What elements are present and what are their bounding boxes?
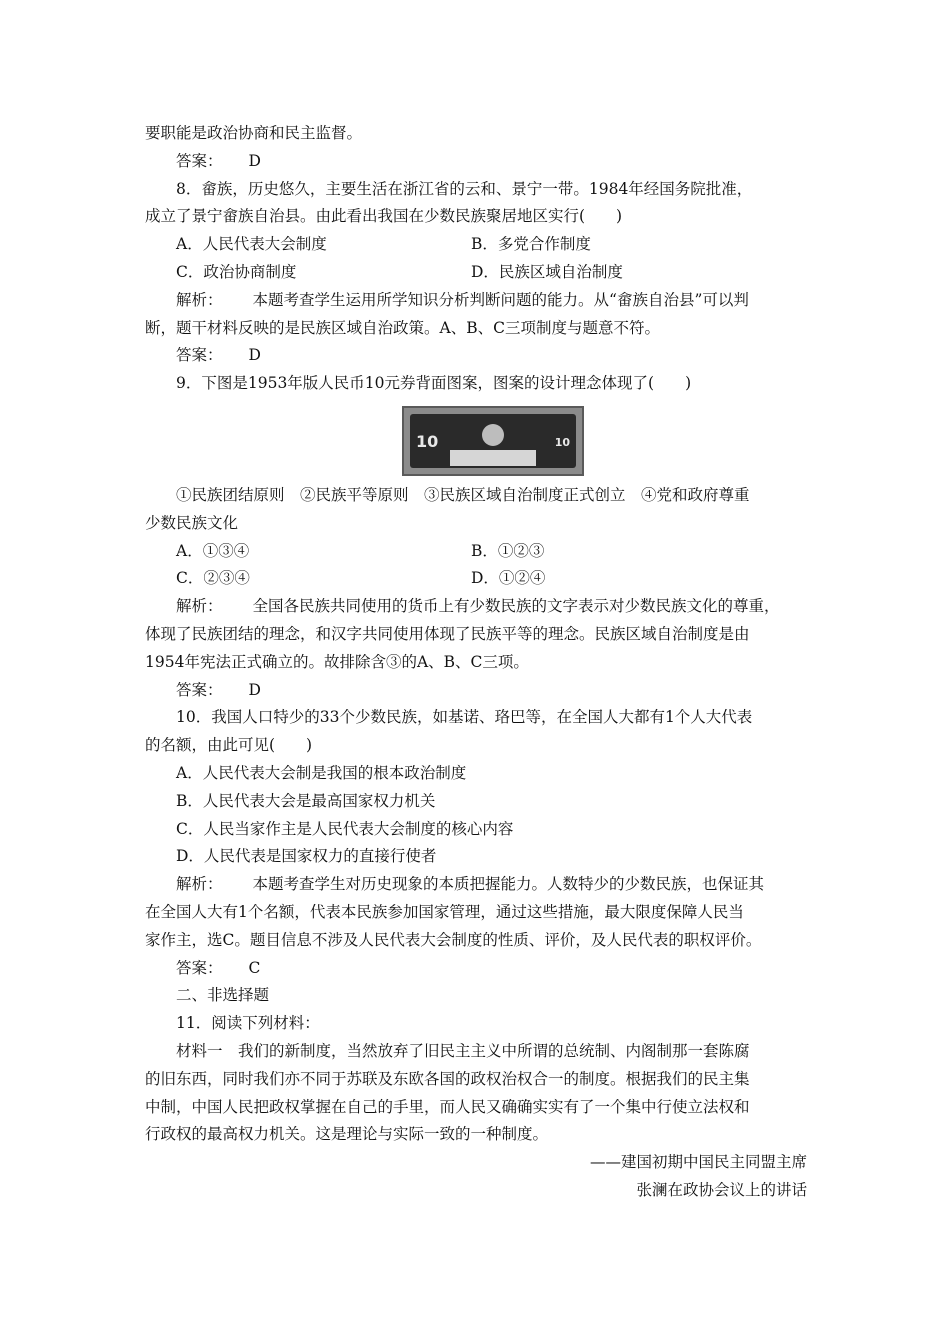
material-source: ——建国初期中国民主同盟主席 [589, 1153, 807, 1172]
banknote-denomination-left: 10 [416, 431, 439, 451]
national-emblem-icon [482, 424, 504, 446]
analysis-9: 解析： 全国各民族共同使用的货币上有少数民族的文字表示对少数民族文化的尊重， [176, 597, 780, 616]
material-1-cont: 的旧东西，同时我们亦不同于苏联及东欧各国的政权治权合一的制度。根据我们的民主集 [145, 1069, 750, 1088]
text-line: 要职能是政治协商和民主监督。 [145, 124, 363, 142]
option-a: A．①③④ [176, 541, 250, 560]
option-d: D．人民代表是国家权力的直接行使者 [176, 847, 437, 866]
option-b: B．多党合作制度 [471, 235, 591, 254]
answer-line-7: 答案： D [176, 151, 261, 170]
analysis-10-cont: 在全国人大有1个名额，代表本民族参加国家管理，通过这些措施，最大限度保障人民当 [145, 902, 744, 921]
analysis-10-cont2: 家作主，选C。题目信息不涉及人民代表大会制度的性质、评价，及人民代表的职权评价。 [145, 930, 762, 949]
question-8-options-ab [145, 231, 807, 259]
banknote-figure [145, 398, 807, 482]
analysis-8: 解析： 本题考查学生运用所学知识分析判断问题的能力。从“畲族自治县”可以判 [176, 290, 749, 309]
section-heading: 二、非选择题 [176, 986, 270, 1005]
option-d: D．①②④ [471, 569, 546, 588]
material-1-cont2: 中制，中国人民把政权掌握在自己的手里，而人民又确确实实有了一个集中行使立法权和 [145, 1097, 750, 1116]
option-c: C．人民当家作主是人民代表大会制度的核心内容 [176, 819, 514, 838]
question-10-stem-cont: 的名额，由此可见( ) [145, 736, 313, 755]
banknote-denomination-right: 10 [554, 435, 570, 449]
question-11-stem: 11．阅读下列材料： [176, 1014, 320, 1033]
question-9-options-cd [145, 565, 807, 593]
option-d: D．民族区域自治制度 [471, 262, 623, 281]
analysis-10: 解析： 本题考查学生对历史现象的本质把握能力。人数特少的少数民族，也保证其 [176, 875, 765, 894]
material-source-cont: 张澜在政协会议上的讲话 [636, 1180, 807, 1199]
answer-line-9: 答案： D [176, 680, 261, 699]
analysis-9-cont2: 1954年宪法正式确立的。故排除含③的A、B、C三项。 [145, 652, 529, 671]
option-b: B．①②③ [471, 541, 545, 560]
option-c: C．②③④ [176, 569, 250, 588]
material-1-cont3: 行政权的最高权力机关。这是理论与实际一致的一种制度。 [145, 1125, 549, 1144]
question-9-stem: 9．下图是1953年版人民币10元券背面图案，图案的设计理念体现了( ) [176, 374, 692, 393]
answer-line-10: 答案： C [176, 958, 261, 977]
material-1: 材料一 我们的新制度，当然放弃了旧民主主义中所谓的总统制、内阁制那一套陈腐 [176, 1041, 750, 1060]
option-a: A．人民代表大会制是我国的根本政治制度 [176, 763, 467, 782]
answer-line-8: 答案： D [176, 346, 261, 365]
banknote-image [402, 406, 584, 476]
question-8-stem-cont: 成立了景宁畲族自治县。由此看出我国在少数民族聚居地区实行( ) [145, 207, 623, 226]
option-b: B．人民代表大会是最高国家权力机关 [176, 791, 436, 810]
question-8-stem: 8．畲族，历史悠久，主要生活在浙江省的云和、景宁一带。1984年经国务院批准， [176, 179, 753, 198]
option-a: A．人民代表大会制度 [176, 235, 327, 254]
question-8-options-cd [145, 259, 807, 287]
question-10-stem: 10．我国人口特少的33个少数民族，如基诺、珞巴等，在全国人大都有1个人大代表 [176, 708, 753, 727]
question-9-options-ab [145, 538, 807, 566]
option-c: C．政治协商制度 [176, 262, 297, 281]
question-9-statements: ①民族团结原则 ②民族平等原则 ③民族区域自治制度正式创立 ④党和政府尊重 [176, 485, 750, 504]
document-page [145, 120, 807, 1205]
analysis-9-cont: 体现了民族团结的理念，和汉字共同使用体现了民族平等的理念。民族区域自治制度是由 [145, 624, 750, 643]
analysis-8-cont: 断，题干材料反映的是民族区域自治政策。A、B、C三项制度与题意不符。 [145, 318, 660, 337]
question-9-statements-cont: 少数民族文化 [145, 513, 239, 532]
